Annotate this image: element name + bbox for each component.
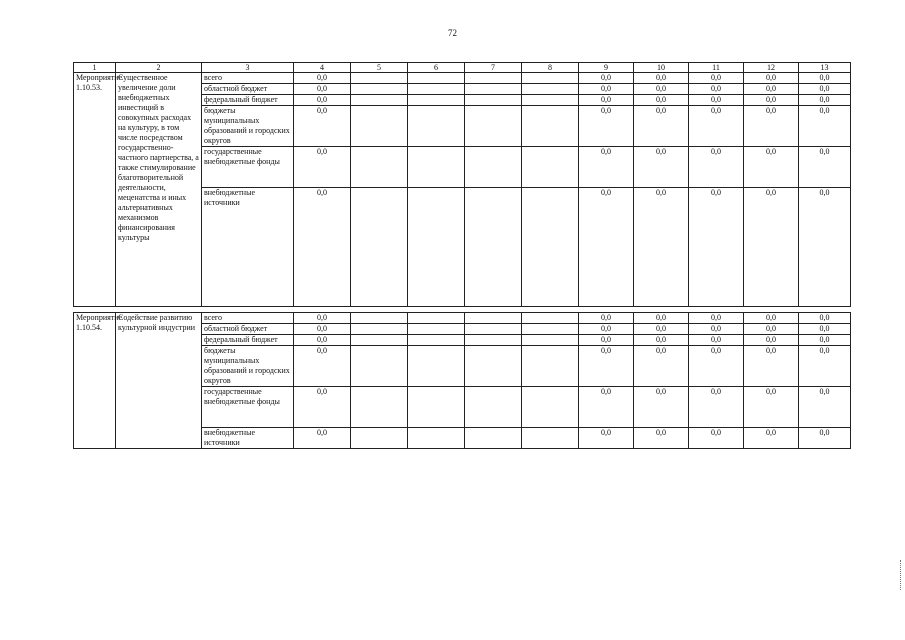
value-cell: 0,0 bbox=[799, 147, 851, 188]
funding-source: бюджеты муниципальных образований и городских округов bbox=[202, 346, 294, 387]
value-cell: 0,0 bbox=[579, 387, 634, 428]
value-cell bbox=[465, 387, 522, 428]
value-cell bbox=[522, 95, 579, 106]
table-row bbox=[74, 73, 851, 84]
value-cell: 0,0 bbox=[294, 147, 351, 188]
value-cell: 0,0 bbox=[294, 84, 351, 95]
measure-code: Мероприятие 1.10.53. bbox=[74, 73, 116, 307]
funding-source: бюджеты муниципальных образований и городских округов bbox=[202, 106, 294, 147]
funding-source: областной бюджет bbox=[202, 324, 294, 335]
value-cell bbox=[465, 428, 522, 449]
value-cell: 0,0 bbox=[689, 324, 744, 335]
value-cell: 0,0 bbox=[744, 324, 799, 335]
value-cell bbox=[465, 106, 522, 147]
value-cell: 0,0 bbox=[294, 324, 351, 335]
value-cell: 0,0 bbox=[689, 95, 744, 106]
budget-table bbox=[73, 62, 851, 449]
value-cell: 0,0 bbox=[799, 428, 851, 449]
value-cell: 0,0 bbox=[634, 147, 689, 188]
value-cell: 0,0 bbox=[689, 106, 744, 147]
value-cell: 0,0 bbox=[634, 387, 689, 428]
column-header: 9 bbox=[579, 63, 634, 73]
funding-source: внебюджетные источники bbox=[202, 428, 294, 449]
value-cell bbox=[522, 313, 579, 324]
value-cell bbox=[351, 95, 408, 106]
column-header: 4 bbox=[294, 63, 351, 73]
value-cell bbox=[351, 346, 408, 387]
value-cell bbox=[408, 387, 465, 428]
value-cell: 0,0 bbox=[634, 346, 689, 387]
table-row bbox=[74, 313, 851, 324]
value-cell bbox=[351, 188, 408, 307]
column-header: 11 bbox=[689, 63, 744, 73]
value-cell: 0,0 bbox=[689, 147, 744, 188]
value-cell: 0,0 bbox=[579, 428, 634, 449]
value-cell bbox=[408, 324, 465, 335]
value-cell bbox=[522, 106, 579, 147]
value-cell: 0,0 bbox=[799, 73, 851, 84]
value-cell bbox=[351, 313, 408, 324]
value-cell bbox=[351, 324, 408, 335]
value-cell: 0,0 bbox=[634, 84, 689, 95]
value-cell: 0,0 bbox=[744, 346, 799, 387]
value-cell: 0,0 bbox=[689, 346, 744, 387]
value-cell: 0,0 bbox=[579, 147, 634, 188]
funding-source: областной бюджет bbox=[202, 84, 294, 95]
value-cell: 0,0 bbox=[689, 387, 744, 428]
value-cell: 0,0 bbox=[744, 106, 799, 147]
value-cell: 0,0 bbox=[634, 324, 689, 335]
value-cell bbox=[351, 84, 408, 95]
value-cell: 0,0 bbox=[744, 335, 799, 346]
value-cell: 0,0 bbox=[799, 188, 851, 307]
value-cell: 0,0 bbox=[294, 106, 351, 147]
value-cell bbox=[522, 335, 579, 346]
value-cell bbox=[351, 147, 408, 188]
value-cell: 0,0 bbox=[579, 188, 634, 307]
value-cell: 0,0 bbox=[744, 387, 799, 428]
measure-description: Содействие развитию культурной индустрии bbox=[116, 313, 202, 449]
funding-source: государственные внебюджетные фонды bbox=[202, 387, 294, 428]
value-cell: 0,0 bbox=[294, 428, 351, 449]
value-cell bbox=[465, 313, 522, 324]
value-cell: 0,0 bbox=[294, 346, 351, 387]
value-cell bbox=[351, 335, 408, 346]
value-cell: 0,0 bbox=[634, 188, 689, 307]
value-cell: 0,0 bbox=[634, 335, 689, 346]
column-header: 10 bbox=[634, 63, 689, 73]
column-header: 3 bbox=[202, 63, 294, 73]
value-cell bbox=[522, 324, 579, 335]
column-header: 12 bbox=[744, 63, 799, 73]
value-cell bbox=[522, 84, 579, 95]
value-cell bbox=[351, 73, 408, 84]
value-cell bbox=[351, 387, 408, 428]
value-cell: 0,0 bbox=[634, 95, 689, 106]
value-cell bbox=[408, 188, 465, 307]
funding-source: внебюджетные источники bbox=[202, 188, 294, 307]
value-cell bbox=[465, 335, 522, 346]
value-cell: 0,0 bbox=[294, 188, 351, 307]
value-cell bbox=[465, 147, 522, 188]
value-cell bbox=[351, 428, 408, 449]
value-cell: 0,0 bbox=[744, 147, 799, 188]
funding-source: всего bbox=[202, 73, 294, 84]
value-cell: 0,0 bbox=[579, 324, 634, 335]
column-header: 1 bbox=[74, 63, 116, 73]
value-cell bbox=[408, 335, 465, 346]
funding-source: государственные внебюджетные фонды bbox=[202, 147, 294, 188]
value-cell: 0,0 bbox=[579, 73, 634, 84]
column-number-row bbox=[74, 63, 851, 73]
value-cell bbox=[408, 147, 465, 188]
value-cell bbox=[351, 106, 408, 147]
page-edge-mark bbox=[900, 560, 903, 590]
funding-source: всего bbox=[202, 313, 294, 324]
value-cell: 0,0 bbox=[744, 188, 799, 307]
value-cell: 0,0 bbox=[799, 313, 851, 324]
value-cell: 0,0 bbox=[579, 313, 634, 324]
value-cell: 0,0 bbox=[744, 95, 799, 106]
value-cell: 0,0 bbox=[799, 346, 851, 387]
value-cell bbox=[465, 84, 522, 95]
value-cell: 0,0 bbox=[294, 335, 351, 346]
value-cell bbox=[408, 346, 465, 387]
value-cell: 0,0 bbox=[579, 95, 634, 106]
value-cell: 0,0 bbox=[579, 106, 634, 147]
value-cell bbox=[522, 387, 579, 428]
value-cell bbox=[408, 106, 465, 147]
measure-description: Существенное увеличение доли внебюджетных инвестиций в совокупных расходах на культуру, в том числе посредством государственно-частного партнерства, а также стимулирование благотворительной деятельности, меценатства и иных альтернативных механизмов финансирования культуры bbox=[116, 73, 202, 307]
value-cell bbox=[522, 73, 579, 84]
value-cell: 0,0 bbox=[799, 324, 851, 335]
value-cell bbox=[408, 313, 465, 324]
value-cell: 0,0 bbox=[744, 313, 799, 324]
value-cell: 0,0 bbox=[689, 73, 744, 84]
value-cell: 0,0 bbox=[799, 387, 851, 428]
value-cell bbox=[408, 84, 465, 95]
value-cell bbox=[465, 346, 522, 387]
value-cell bbox=[408, 73, 465, 84]
value-cell: 0,0 bbox=[634, 313, 689, 324]
value-cell: 0,0 bbox=[294, 313, 351, 324]
value-cell: 0,0 bbox=[689, 428, 744, 449]
value-cell: 0,0 bbox=[744, 84, 799, 95]
funding-source: федеральный бюджет bbox=[202, 95, 294, 106]
value-cell: 0,0 bbox=[689, 335, 744, 346]
value-cell bbox=[408, 428, 465, 449]
value-cell: 0,0 bbox=[689, 84, 744, 95]
value-cell: 0,0 bbox=[744, 428, 799, 449]
funding-source: федеральный бюджет bbox=[202, 335, 294, 346]
value-cell: 0,0 bbox=[294, 73, 351, 84]
value-cell: 0,0 bbox=[294, 387, 351, 428]
column-header: 8 bbox=[522, 63, 579, 73]
value-cell: 0,0 bbox=[579, 84, 634, 95]
column-header: 6 bbox=[408, 63, 465, 73]
value-cell: 0,0 bbox=[799, 95, 851, 106]
column-header: 13 bbox=[799, 63, 851, 73]
value-cell: 0,0 bbox=[634, 73, 689, 84]
value-cell bbox=[408, 95, 465, 106]
value-cell bbox=[465, 324, 522, 335]
value-cell: 0,0 bbox=[634, 428, 689, 449]
column-header: 2 bbox=[116, 63, 202, 73]
value-cell bbox=[522, 428, 579, 449]
page-number: 72 bbox=[448, 28, 457, 38]
value-cell: 0,0 bbox=[689, 313, 744, 324]
column-header: 7 bbox=[465, 63, 522, 73]
measure-code: Мероприятие 1.10.54. bbox=[74, 313, 116, 449]
value-cell bbox=[522, 147, 579, 188]
value-cell: 0,0 bbox=[744, 73, 799, 84]
value-cell: 0,0 bbox=[689, 188, 744, 307]
value-cell: 0,0 bbox=[579, 346, 634, 387]
value-cell: 0,0 bbox=[799, 335, 851, 346]
value-cell bbox=[465, 188, 522, 307]
value-cell: 0,0 bbox=[799, 106, 851, 147]
value-cell bbox=[522, 346, 579, 387]
value-cell: 0,0 bbox=[799, 84, 851, 95]
value-cell bbox=[522, 188, 579, 307]
value-cell bbox=[465, 73, 522, 84]
column-header: 5 bbox=[351, 63, 408, 73]
value-cell: 0,0 bbox=[634, 106, 689, 147]
value-cell bbox=[465, 95, 522, 106]
value-cell: 0,0 bbox=[294, 95, 351, 106]
value-cell: 0,0 bbox=[579, 335, 634, 346]
